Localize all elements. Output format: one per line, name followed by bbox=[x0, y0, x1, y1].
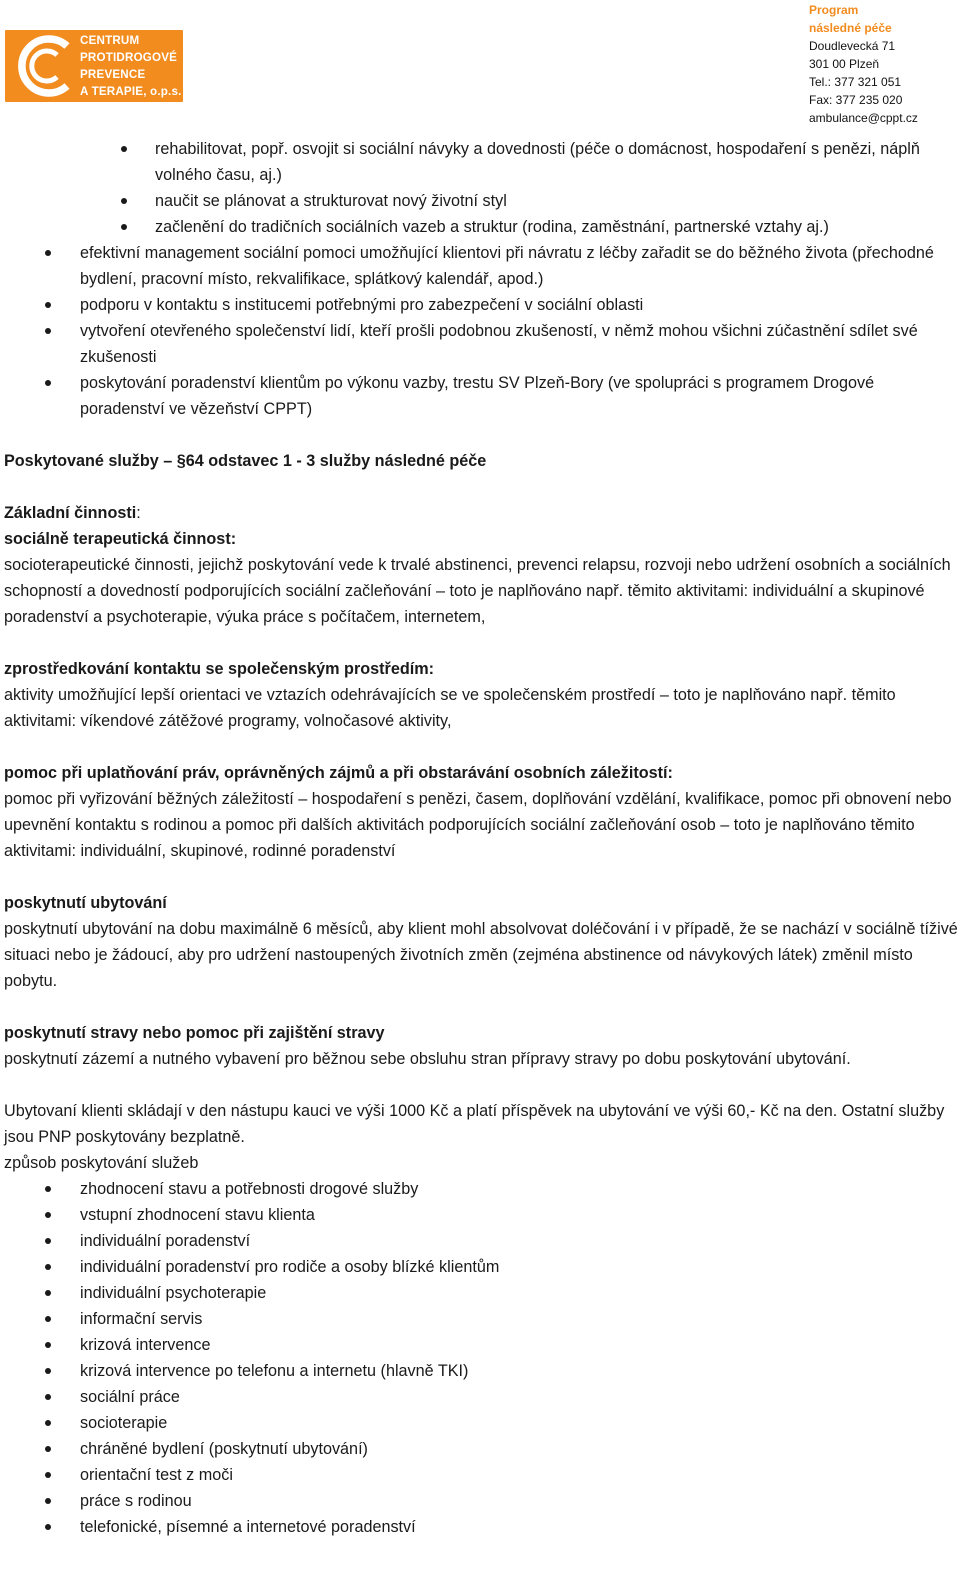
section-title: zprostředkování kontaktu se společenským prostředím: bbox=[4, 660, 434, 678]
program-name: Program bbox=[809, 3, 859, 17]
logo-line: PREVENCE bbox=[80, 68, 146, 81]
basic-activities-colon: : bbox=[136, 504, 141, 522]
sub-bullet-list bbox=[4, 136, 958, 240]
methods-label: způsob poskytování služeb bbox=[4, 1154, 199, 1172]
section-text: poskytnutí zázemí a nutného vybavení pro běžnou sebe obsluhu stran přípravy stravy po dobu poskytování ubytování. bbox=[4, 1050, 851, 1068]
list-item: socioterapie bbox=[4, 1410, 958, 1436]
section-text: socioterapeutické činnosti, jejichž poskytování vede k trvalé abstinenci, prevenci relapsu, rozvoji nebo udržení osobních a sociálních schopností a dovedností podporujících sociální začleňování – toto je naplňováno např. těmito aktivitami: individuální a skupinové poradenství a psychoterapie, výuka práce s počítačem, internetem, bbox=[4, 556, 951, 626]
list-item: orientační test z moči bbox=[4, 1462, 958, 1488]
list-item: krizová intervence po telefonu a internetu (hlavně TKI) bbox=[4, 1358, 958, 1384]
list-item: poskytování poradenství klientům po výkonu vazby, trestu SV Plzeň-Bory (ve spolupráci s programem Drogové poradenství ve vězeňství CPPT) bbox=[4, 370, 958, 422]
list-item: sociální práce bbox=[4, 1384, 958, 1410]
organization-logo bbox=[5, 30, 183, 102]
section-title: pomoc při uplatňování práv, oprávněných zájmů a při obstarávání osobních záležitostí: bbox=[4, 764, 673, 782]
list-item: individuální poradenství pro rodiče a osoby blízké klientům bbox=[4, 1254, 958, 1280]
contact-street: Doudlevecká 71 bbox=[809, 39, 896, 53]
section-title: poskytnutí ubytování bbox=[4, 894, 167, 912]
list-item: individuální poradenství bbox=[4, 1228, 958, 1254]
list-item: informační servis bbox=[4, 1306, 958, 1332]
services-heading: Poskytované služby – §64 odstavec 1 - 3 služby následné péče bbox=[4, 452, 487, 470]
logo-line: A TERAPIE, o.p.s. bbox=[80, 85, 182, 98]
document-body bbox=[4, 136, 958, 1540]
program-name: následné péče bbox=[809, 21, 892, 35]
bullet-list bbox=[4, 240, 958, 422]
list-item: telefonické, písemné a internetové poradenství bbox=[4, 1514, 958, 1540]
list-item: práce s rodinou bbox=[4, 1488, 958, 1514]
section-title: poskytnutí stravy nebo pomoc při zajištění stravy bbox=[4, 1024, 385, 1042]
logo-line: CENTRUM bbox=[80, 34, 140, 47]
contact-email[interactable]: ambulance@cppt.cz bbox=[809, 111, 918, 125]
contact-city: 301 00 Plzeň bbox=[809, 57, 880, 71]
list-item: rehabilitovat, popř. osvojit si sociální návyky a dovednosti (péče o domácnost, hospodaření s penězi, náplň volného času, aj.) bbox=[4, 136, 958, 188]
contact-block bbox=[809, 1, 959, 127]
list-item: vytvoření otevřeného společenství lidí, kteří prošli podobnou zkušeností, v němž mohou všichni zúčastnění sdílet své zkušenosti bbox=[4, 318, 958, 370]
section-text: aktivity umožňující lepší orientaci ve vztazích odehrávajících se ve společenském prostředí – toto je naplňováno např. těmito aktivitami: víkendové zátěžové programy, volnočasové aktivity, bbox=[4, 686, 896, 730]
contact-fax: Fax: 377 235 020 bbox=[809, 93, 903, 107]
logo-text bbox=[80, 32, 183, 100]
basic-activities-label bbox=[4, 500, 958, 526]
basic-activities-title: Základní činnosti bbox=[4, 504, 137, 522]
list-item: podporu v kontaktu s institucemi potřebnými pro zabezpečení v sociální oblasti bbox=[4, 292, 958, 318]
fee-note: Ubytovaní klienti skládají v den nástupu kauci ve výši 1000 Kč a platí příspěvek na ubytování ve výši 60,- Kč na den. Ostatní služby jsou PNP poskytovány bezplatně. bbox=[4, 1102, 945, 1146]
section-text: pomoc při vyřizování běžných záležitostí – hospodaření s penězi, časem, doplňování vzdělání, kvalifikace, pomoc při obnovení nebo upevnění kontaktu s rodinou a pomoc při dalších aktivitách podporujících sociální začleňování osob – toto je naplňováno těmito aktivitami: individuální, skupinové, rodinné poradenství bbox=[4, 790, 952, 860]
list-item: zhodnocení stavu a potřebnosti drogové služby bbox=[4, 1176, 958, 1202]
contact-phone: Tel.: 377 321 051 bbox=[809, 75, 902, 89]
section-title: sociálně terapeutická činnost: bbox=[4, 530, 237, 548]
section-text: poskytnutí ubytování na dobu maximálně 6 měsíců, aby klient mohl absolvovat doléčování i v případě, že se nachází v sociálně tíživé situaci nebo je žádoucí, aby pro udržení nastoupených životních změn (zejména abstinence od návykových látek) změnil místo pobytu. bbox=[4, 920, 958, 990]
list-item: individuální psychoterapie bbox=[4, 1280, 958, 1306]
list-item: naučit se plánovat a strukturovat nový životní styl bbox=[4, 188, 958, 214]
list-item: chráněné bydlení (poskytnutí ubytování) bbox=[4, 1436, 958, 1462]
list-item: krizová intervence bbox=[4, 1332, 958, 1358]
page-header bbox=[0, 0, 960, 135]
list-item: efektivní management sociální pomoci umožňující klientovi při návratu z léčby zařadit se do běžného života (přechodné bydlení, pracovní místo, rekvalifikace, splátkový kalendář, apod.) bbox=[4, 240, 958, 292]
list-item: začlenění do tradičních sociálních vazeb a struktur (rodina, zaměstnání, partnerské vztahy aj.) bbox=[4, 214, 958, 240]
methods-list bbox=[4, 1176, 958, 1540]
list-item: vstupní zhodnocení stavu klienta bbox=[4, 1202, 958, 1228]
logo-line: PROTIDROGOVÉ bbox=[80, 51, 178, 64]
